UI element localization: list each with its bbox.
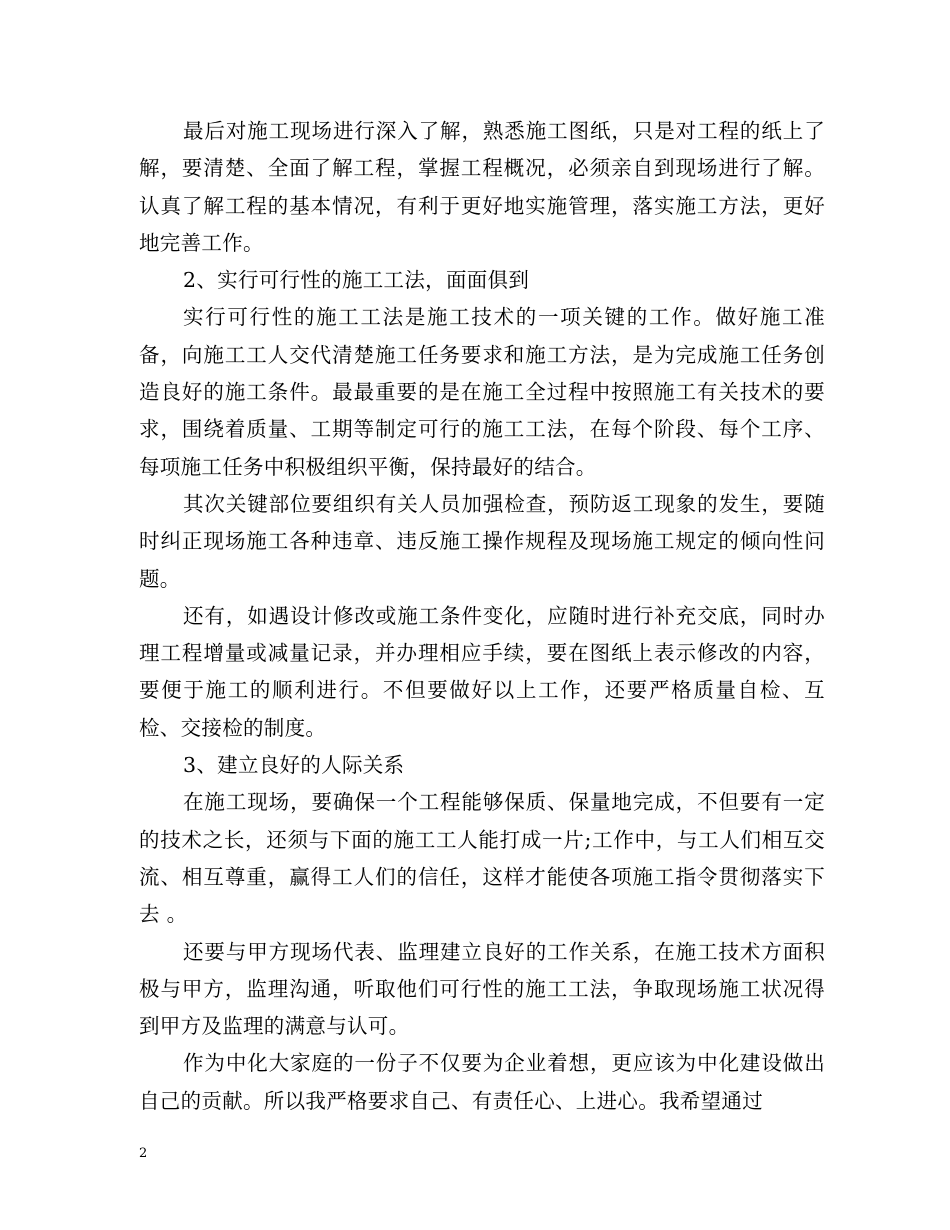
paragraph-contribution: 作为中化大家庭的一份子不仅要为企业着想，更应该为中化建设做出自己的贡献。所以我严格要求自己、有责任心、上进心。我希望通过	[139, 1051, 825, 1113]
paragraph-site-understanding: 最后对施工现场进行深入了解，熟悉施工图纸，只是对工程的纸上了解，要清楚、全面了解工程，掌握工程概况，必须亲自到现场进行了解。认真了解工程的基本情况，有利于更好地实施管理，落实施工方法，更好地完善工作。	[139, 119, 825, 255]
paragraph-workers-relationship: 在施工现场，要确保一个工程能够保质、保量地完成，不但要有一定的技术之长，还须与下面的施工工人能打成一片;工作中，与工人们相互交流、相互尊重，赢得工人们的信任，这样才能使各项施工指令贯彻落实下去 。	[139, 790, 825, 927]
paragraph-inspection: 其次关键部位要组织有关人员加强检查，预防返工现象的发生，要随时纠正现场施工各种违章、违反施工操作规程及现场施工规定的倾向性问题。	[139, 491, 825, 591]
paragraph-construction-method: 实行可行性的施工工法是施工技术的一项关键的工作。做好施工准备，向施工工人交代清楚施工任务要求和施工方法，是为完成施工任务创造良好的施工条件。最最重要的是在施工全过程中按照施工有关技术的要求，围绕着质量、工期等制定可行的施工工法，在每个阶段、每个工序、每项施工任务中积极组织平衡，保持最好的结合。	[139, 305, 825, 479]
document-body	[139, 113, 825, 1120]
paragraph-design-changes: 还有，如遇设计修改或施工条件变化，应随时进行补充交底，同时办理工程增量或减量记录，并办理相应手续，要在图纸上表示修改的内容，要便于施工的顺利进行。不但要做好以上工作，还要严格质量自检、互检、交接检的制度。	[139, 603, 825, 740]
section-heading-construction-method: 2、实行可行性的施工工法，面面俱到	[183, 268, 530, 293]
paragraph-client-supervision: 还要与甲方现场代表、监理建立良好的工作关系，在施工技术方面积极与甲方，监理沟通，听取他们可行性的施工工法，争取现场施工状况得到甲方及监理的满意与认可。	[139, 939, 825, 1039]
section-heading-relationships: 3、建立良好的人际关系	[183, 753, 405, 778]
page-number: 2	[139, 1146, 148, 1161]
